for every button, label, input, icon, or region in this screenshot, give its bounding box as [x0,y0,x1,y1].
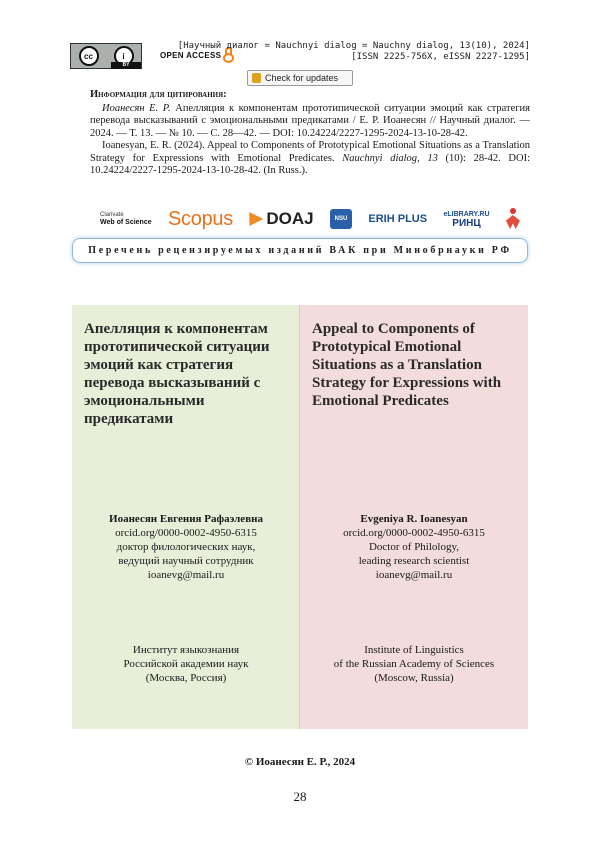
doaj-mark-icon [249,212,263,226]
degree-en: Doctor of Philology, [368,541,460,553]
issn-line: [ISSN 2225-756X, eISSN 2227-1295] [351,52,530,62]
citation-en [90,140,530,178]
author-block-en [300,512,528,582]
vak-banner: Перечень рецензируемых изданий ВАК при Минобрнауки РФ [72,238,528,263]
title-ru: Апелляция к компонентам прототипической ситуации эмоций как стратегия перевода высказываний с эмоциональными предикатами [84,321,270,427]
cc-by-label: BY [111,62,141,69]
degree-ru: доктор филологических наук, [116,541,256,553]
indexing-logos [100,205,520,233]
email-en[interactable]: ioanevg@mail.ru [375,569,453,581]
scopus-logo[interactable]: Scopus [168,207,233,230]
author-block-ru [72,512,300,582]
citation-heading: Информация для цитирования: [90,89,227,100]
citation-ru [90,103,530,141]
elibrary-text: eLIBRARY.RU [443,211,490,218]
position-ru: ведущий научный сотрудник [118,555,254,567]
doaj-text: DOAJ [266,209,314,228]
institution-en [300,643,528,685]
doaj-logo[interactable] [249,209,313,229]
nsu-logo[interactable]: NSU [330,209,352,229]
wos-name: Web of Science [100,218,152,226]
rinc-figure-icon [506,208,520,230]
open-access-text: OPEN ACCESS [160,50,222,60]
institution-ru-line-2: Российской академии наук [123,658,249,670]
citation-info [90,89,530,178]
citation-en-journal: Nauchnyi dialog, 13 [342,152,438,164]
check-for-updates-label: Check for updates [265,73,339,83]
citation-en-text-1: Ioanesyan, E. R. (2024). Appeal to Components of Prototypical Emotional Situations as a Translation Strategy for Expressions with Emotional Predicates. [90,140,530,164]
attribution-icon: i [114,46,134,66]
citation-ru-text: Апелляция к компонентам прототипической ситуации эмоций как стратегия перевода высказываний с эмоциональными предикатами / Е. Р. Иоанесян // Научный диалог. — 2024. — Т. 13. — № 10. — С. 28—42. — DOI: 10.24224/2227-1295-2024-13-10-28-42. [90,102,530,139]
institution-en-line-1: Institute of Linguistics [364,644,464,656]
institution-ru-line-1: Институт языкознания [132,644,240,656]
orcid-en[interactable]: orcid.org/0000-0002-4950-6315 [343,527,485,539]
orcid-ru[interactable]: orcid.org/0000-0002-4950-6315 [115,527,257,539]
bookmark-icon [252,73,261,83]
citation-ru-author: Иоанесян Е. Р. [102,102,171,114]
institution-en-line-3: (Moscow, Russia) [374,672,454,684]
title-en: Appeal to Components of Prototypical Emotional Situations as a Translation Strategy for Expressions with Emotional Predicates [312,321,502,409]
author-name-ru: Иоанесян Евгения Рафаэлевна [109,513,263,525]
cc-icon: cc [79,46,99,66]
institution-en-line-2: of the Russian Academy of Sciences [333,658,495,670]
wos-clarivate: Clarivate [100,211,124,218]
page-number: 28 [293,789,307,804]
article-title-panel [72,305,528,729]
author-name-en: Evgeniya R. Ioanesyan [360,513,468,525]
copyright: © Иоанесян Е. Р., 2024 [244,756,356,768]
web-of-science-logo[interactable] [100,212,152,227]
email-ru[interactable]: ioanevg@mail.ru [147,569,225,581]
journal-reference [178,41,530,63]
journal-line: [Научный диалог = Nauchnyi dialog = Nauchny dialog, 13(10), 2024] [177,41,530,51]
erih-plus-logo[interactable]: ERIH PLUS [368,213,428,225]
russian-column [72,305,300,729]
elibrary-logo[interactable] [443,210,489,228]
institution-ru-line-3: (Москва, Россия) [145,672,227,684]
check-for-updates-button[interactable] [247,70,353,86]
cc-by-license-badge[interactable] [70,43,142,69]
english-column [300,305,528,729]
institution-ru [72,643,300,685]
citation-en-text-2: (10): 28-42. DOI: 10.24224/2227-1295-2024-13-10-28-42. (In Russ.). [90,152,531,176]
position-en: leading research scientist [358,555,470,567]
rinc-text: РИНЦ [452,218,481,229]
